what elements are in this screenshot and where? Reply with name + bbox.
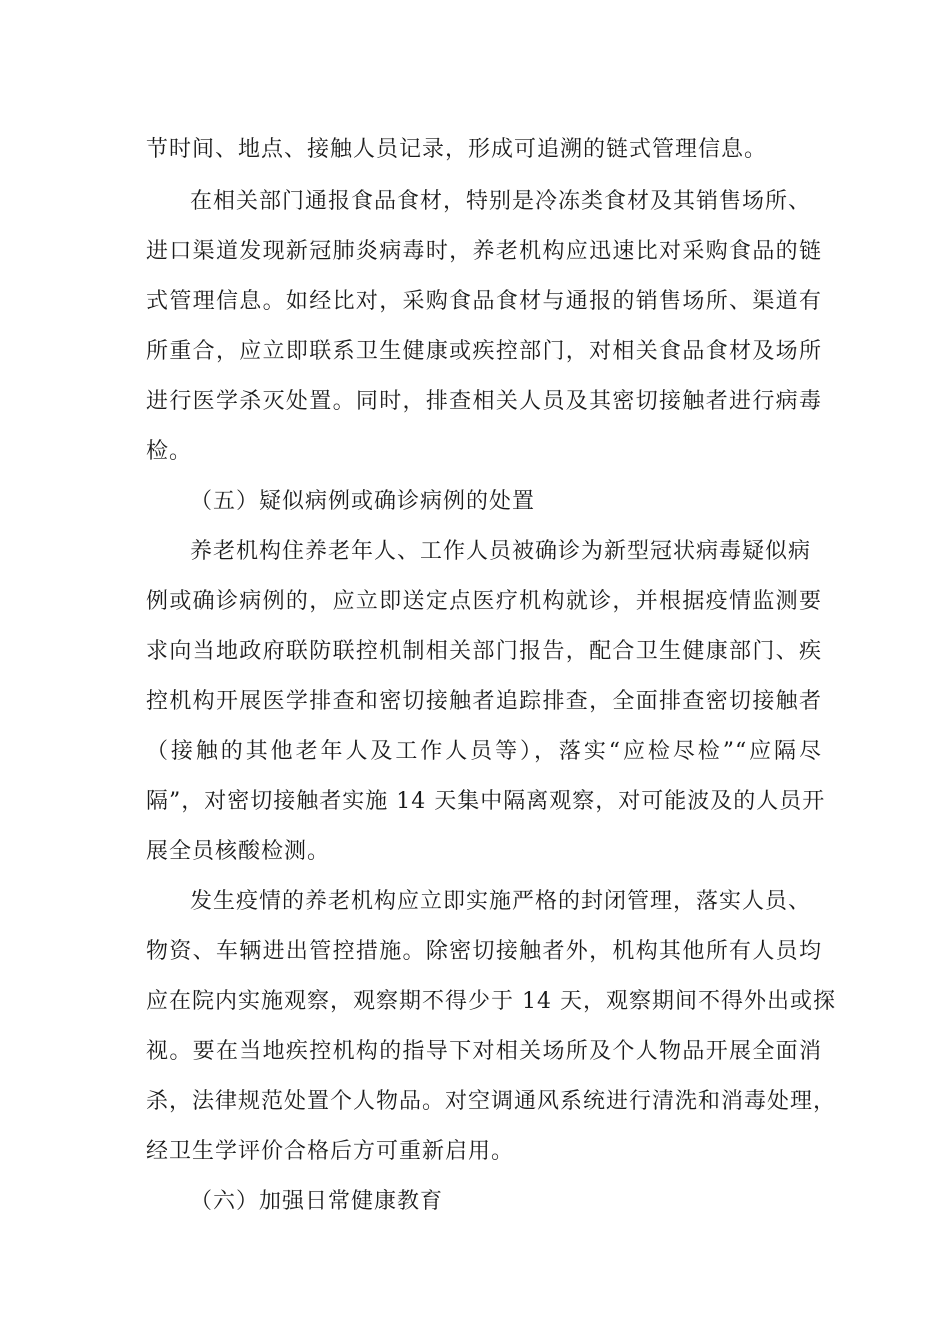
paragraph-line: （接触的其他老年人及工作人员等），落实“应检尽检”“应隔尽 <box>146 739 822 764</box>
paragraph-line: 展全员核酸检测。 <box>146 839 331 864</box>
paragraph-line: 发生疫情的养老机构应立即实施严格的封闭管理，落实人员、 <box>190 889 812 914</box>
paragraph-line: 控机构开展医学排查和密切接触者追踪排查，全面排查密切接触者 <box>146 689 822 714</box>
paragraph-line: 例或确诊病例的，应立即送定点医疗机构就诊，并根据疫情监测要 <box>146 589 822 614</box>
paragraph-line: 杀，法律规范处置个人物品。对空调通风系统进行清洗和消毒处理， <box>146 1089 837 1114</box>
paragraph-line: 求向当地政府联防联控机制相关部门报告，配合卫生健康部门、疾 <box>146 639 822 664</box>
paragraph-line: 检。 <box>146 439 193 464</box>
paragraph-line: 式管理信息。如经比对，采购食品食材与通报的销售场所、渠道有 <box>146 289 822 314</box>
paragraph-line: 隔”，对密切接触者实施 14 天集中隔离观察，对可能波及的人员开 <box>146 789 826 814</box>
section-heading: （五）疑似病例或确诊病例的处置 <box>190 489 536 514</box>
paragraph-line: 养老机构住养老年人、工作人员被确诊为新型冠状病毒疑似病 <box>190 539 812 564</box>
paragraph-line: 在相关部门通报食品食材，特别是冷冻类食材及其销售场所、 <box>190 189 812 214</box>
paragraph-line: 所重合，应立即联系卫生健康或疾控部门，对相关食品食材及场所 <box>146 339 822 364</box>
paragraph-line: 经卫生学评价合格后方可重新启用。 <box>146 1139 515 1164</box>
paragraph-line: 节时间、地点、接触人员记录，形成可追溯的链式管理信息。 <box>146 137 768 162</box>
paragraph-line: 应在院内实施观察，观察期不得少于 14 天，观察期间不得外出或探 <box>146 989 836 1014</box>
paragraph-line: 进口渠道发现新冠肺炎病毒时，养老机构应迅速比对采购食品的链 <box>146 239 822 264</box>
paragraph-line: 视。要在当地疾控机构的指导下对相关场所及个人物品开展全面消 <box>146 1039 822 1064</box>
paragraph-line: 物资、车辆进出管控措施。除密切接触者外，机构其他所有人员均 <box>146 939 822 964</box>
paragraph-line: 进行医学杀灭处置。同时，排查相关人员及其密切接触者进行病毒 <box>146 389 822 414</box>
section-heading: （六）加强日常健康教育 <box>190 1189 444 1214</box>
